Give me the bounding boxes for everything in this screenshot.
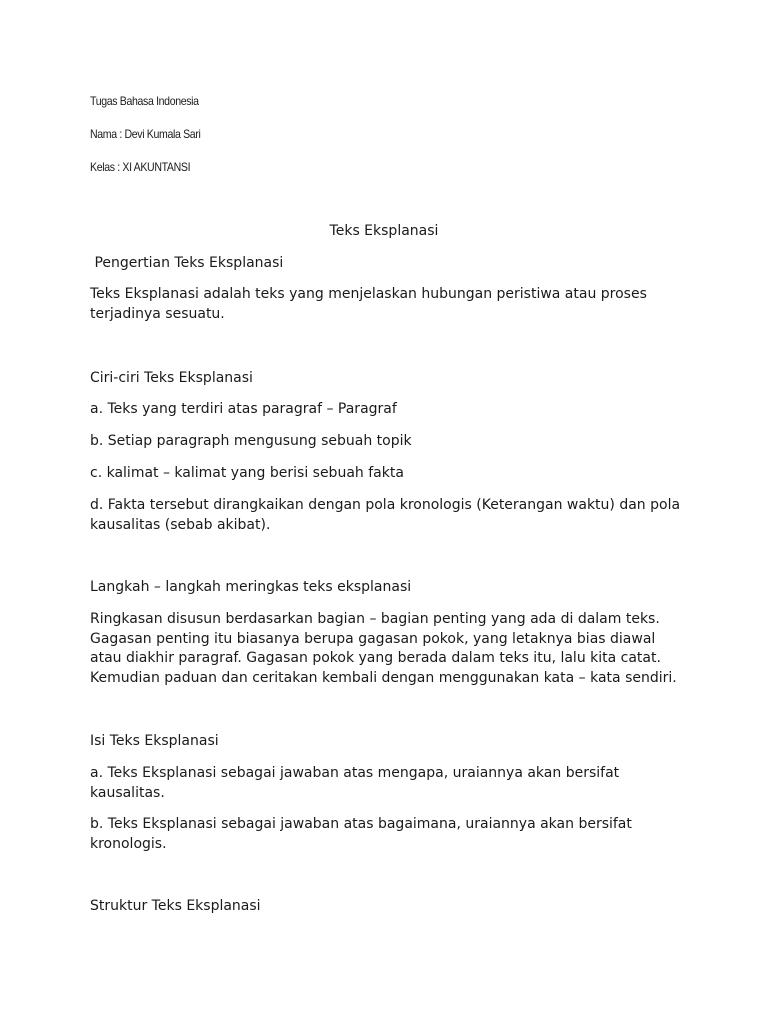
section-heading-struktur: Struktur Teks Eksplanasi: [90, 898, 261, 914]
document-title: Teks Eksplanasi: [329, 223, 439, 239]
paragraph-pengertian: Teks Eksplanasi adalah teks yang menjelaskan hubungan peristiwa atau proses terjadinya sesuatu.: [90, 286, 647, 322]
list-item: a. Teks yang terdiri atas paragraf – Paragraf: [90, 401, 397, 417]
section-heading-pengertian: Pengertian Teks Eksplanasi: [90, 255, 284, 271]
student-name-line: Nama : Devi Kumala Sari: [90, 127, 201, 141]
paragraph-langkah: Ringkasan disusun berdasarkan bagian – bagian penting yang ada di dalam teks. Gagasan penting itu biasanya berupa gagasan pokok, yang letaknya bias diawal atau diakhir paragraf. Gagasan pokok yang berada dalam teks itu, lalu kita catat. Kemudian paduan dan ceritakan kembali dengan menggunakan kata – kata sendiri.: [90, 611, 677, 686]
section-heading-isi: Isi Teks Eksplanasi: [90, 733, 219, 749]
list-item: d. Fakta tersebut dirangkaikan dengan pola kronologis (Keterangan waktu) dan pola kausalitas (sebab akibat).: [90, 497, 681, 533]
section-heading-ciri: Ciri-ciri Teks Eksplanasi: [90, 370, 253, 386]
list-item: b. Teks Eksplanasi sebagai jawaban atas bagaimana, uraiannya akan bersifat kronologis.: [90, 816, 632, 852]
class-line: Kelas : XI AKUNTANSI: [90, 160, 191, 174]
list-item: a. Teks Eksplanasi sebagai jawaban atas mengapa, uraiannya akan bersifat kausalitas.: [90, 765, 620, 801]
list-item: b. Setiap paragraph mengusung sebuah topik: [90, 433, 412, 449]
section-heading-langkah: Langkah – langkah meringkas teks eksplanasi: [90, 579, 412, 595]
assignment-line: Tugas Bahasa Indonesia: [90, 94, 199, 108]
list-item: c. kalimat – kalimat yang berisi sebuah fakta: [90, 465, 404, 481]
